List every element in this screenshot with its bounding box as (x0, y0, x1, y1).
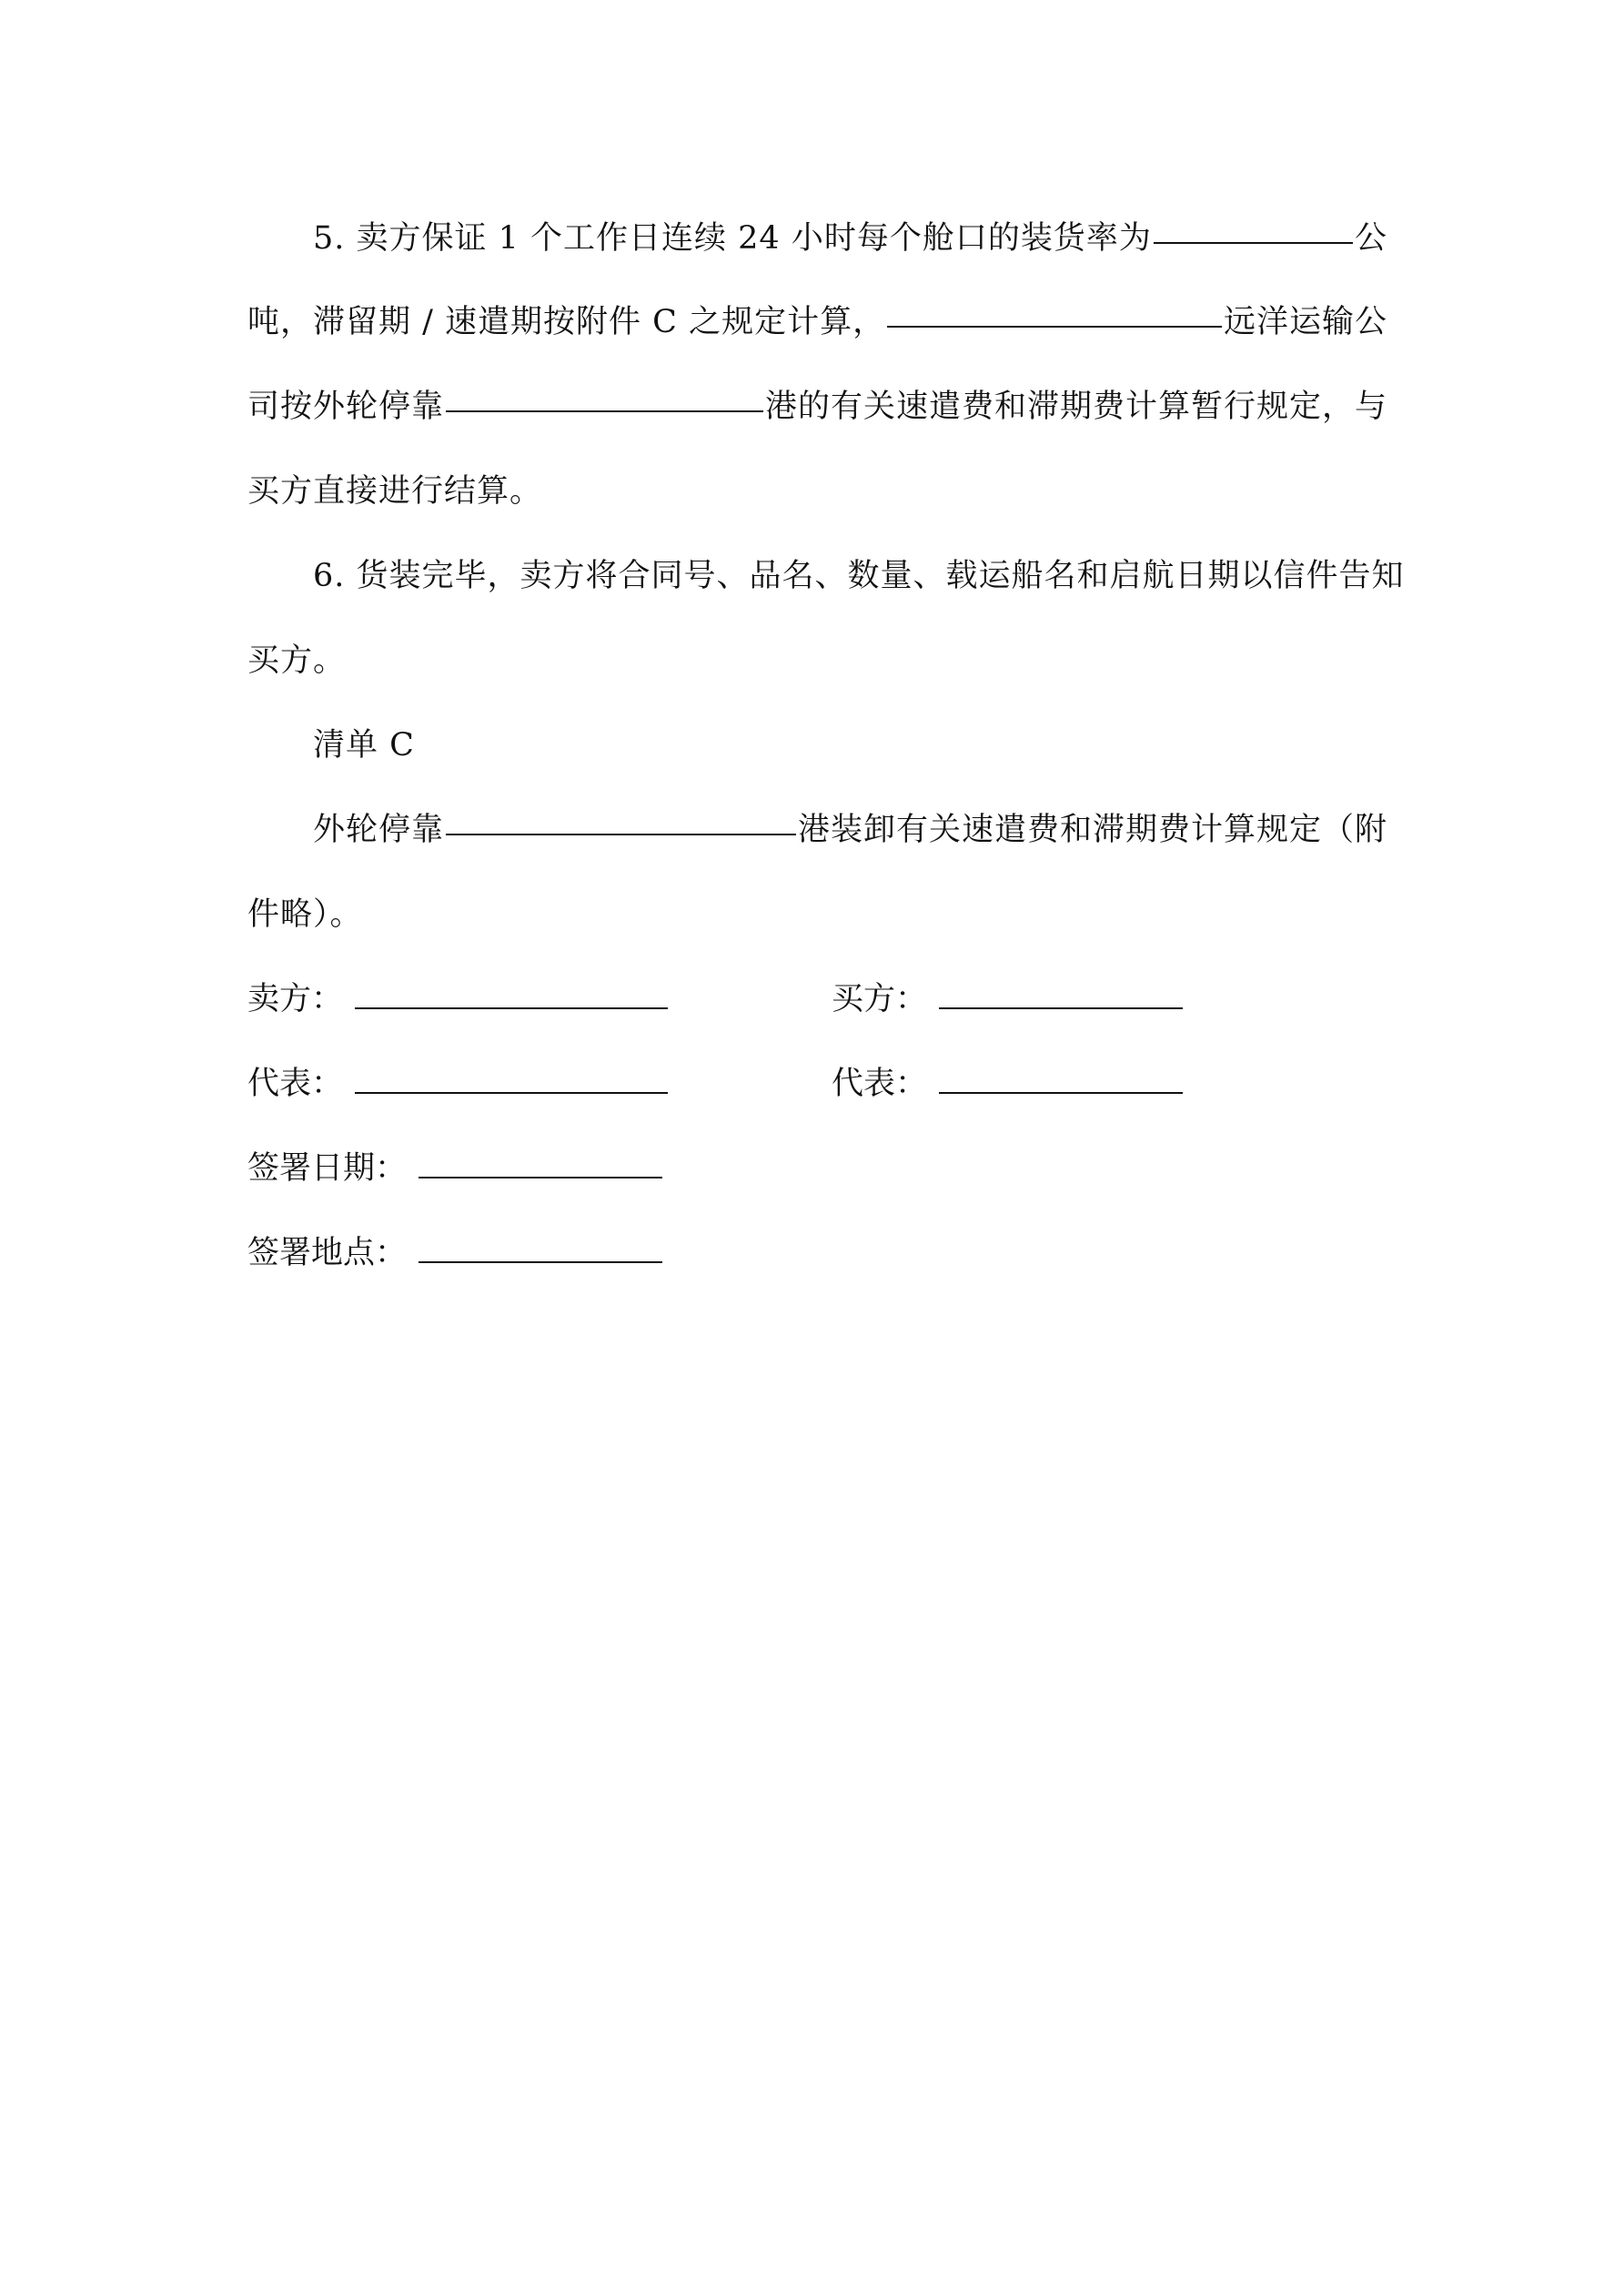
buyer-representative-field (832, 1057, 1185, 1111)
signing-place-blank[interactable] (419, 1230, 662, 1263)
shipping-company-blank[interactable] (887, 295, 1222, 328)
paragraph-5-text: 公 (1354, 220, 1387, 257)
port-name-blank-2[interactable] (446, 803, 796, 835)
paragraph-5-text: 港的有关速遣费和滞期费计算暂行规定，与 (764, 389, 1387, 425)
list-c-line-1 (313, 803, 1387, 857)
buyer-representative-label: 代表： (832, 1066, 928, 1102)
paragraph-5-line-3 (247, 379, 1387, 434)
signature-row-parties (247, 972, 1387, 1027)
signing-date-blank[interactable] (419, 1146, 662, 1178)
buyer-label: 买方： (832, 981, 928, 1017)
list-c-text: 外轮停靠 (313, 812, 445, 848)
buyer-representative-blank[interactable] (939, 1061, 1183, 1094)
paragraph-5-line-2 (247, 295, 1387, 349)
seller-representative-label: 代表： (247, 1066, 344, 1102)
signature-row-date (247, 1141, 664, 1196)
paragraph-5-line-1 (313, 211, 1387, 266)
loading-rate-blank[interactable] (1154, 211, 1353, 244)
paragraph-6-line-1: 6. 货装完毕，卖方将合同号、品名、数量、载运船名和启航日期以信件告知 (313, 558, 1405, 594)
list-c-text: 港装卸有关速遣费和滞期费计算规定（附 (797, 812, 1387, 848)
paragraph-5-text: 远洋运输公 (1223, 304, 1387, 340)
paragraph-5-line-4: 买方直接进行结算。 (247, 473, 543, 510)
paragraph-6-line-2: 买方。 (247, 642, 347, 679)
paragraph-5-text: 司按外轮停靠 (247, 389, 445, 425)
signing-date-label: 签署日期： (247, 1150, 408, 1187)
list-c-heading: 清单 C (313, 727, 415, 764)
paragraph-5-text: 吨，滞留期 / 速遣期按附件 C 之规定计算， (247, 304, 886, 340)
signature-row-representatives (247, 1057, 1387, 1111)
paragraph-5-text: 5. 卖方保证 1 个工作日连续 24 小时每个舱口的装货率为 (313, 220, 1152, 257)
seller-label: 卖方： (247, 981, 344, 1017)
port-name-blank[interactable] (446, 379, 763, 412)
buyer-field (832, 972, 1185, 1027)
buyer-blank[interactable] (939, 976, 1183, 1009)
signature-row-place (247, 1226, 664, 1280)
seller-blank[interactable] (355, 976, 668, 1009)
list-c-line-2: 件略）。 (247, 896, 363, 933)
seller-representative-blank[interactable] (355, 1061, 668, 1094)
signing-place-label: 签署地点： (247, 1235, 408, 1271)
